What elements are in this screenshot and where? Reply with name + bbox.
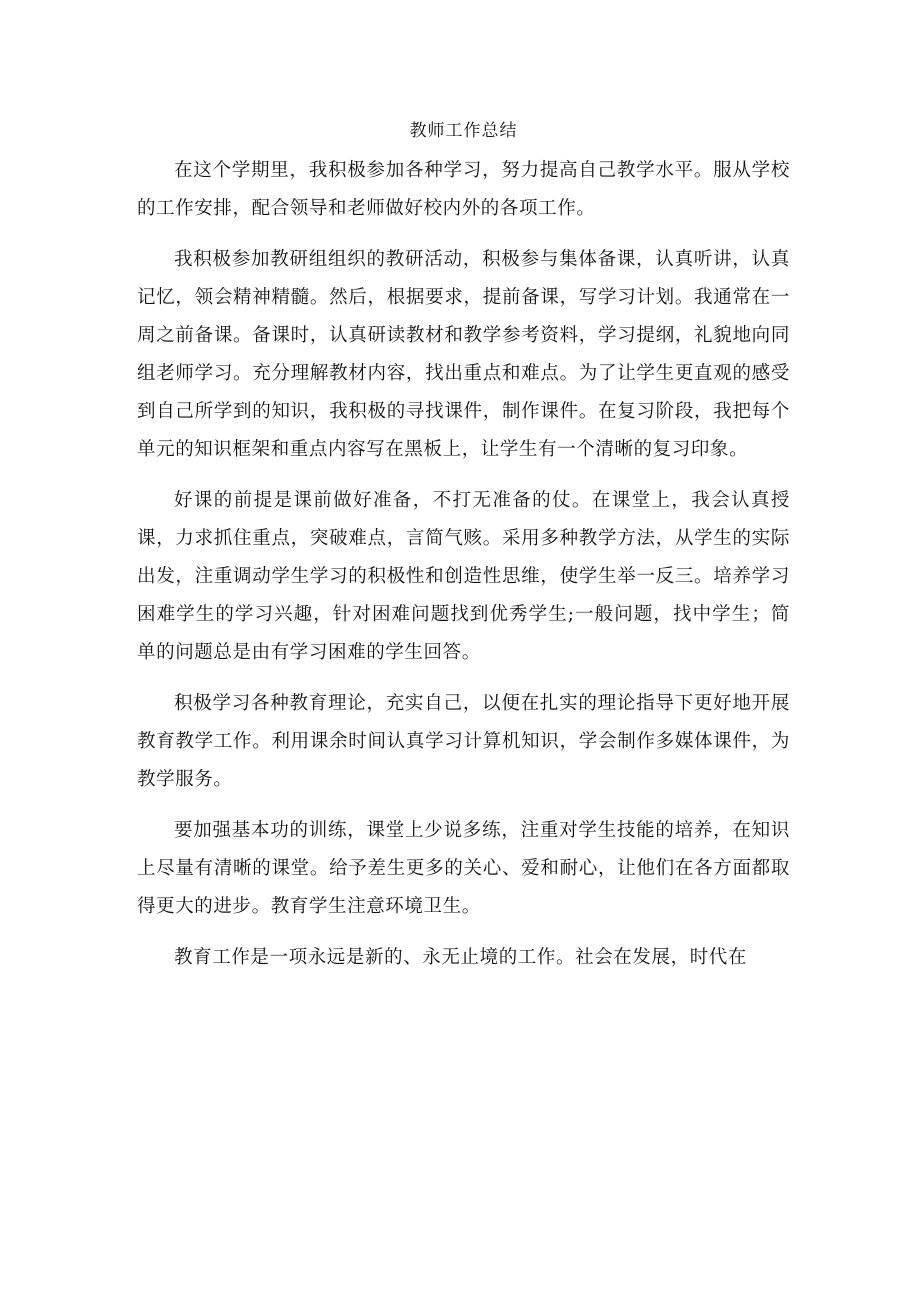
- paragraph-5: 要加强基本功的训练，课堂上少说多练，注重对学生技能的培养，在知识上尽量有清晰的课堂。给予差生更多的关心、爱和耐心，让他们在各方面都取得更大的进步。教育学生注意环境卫生。: [137, 820, 790, 917]
- paragraph-6: 教育工作是一项永远是新的、永无止境的工作。社会在发展，时代在: [174, 947, 748, 968]
- paragraph-1: 在这个学期里，我积极参加各种学习，努力提高自己教学水平。服从学校的工作安排，配合领导和老师做好校内外的各项工作。: [137, 160, 790, 219]
- paragraph-2: 我积极参加教研组组织的教研活动，积极参与集体备课，认真听讲，认真记忆，领会精神精髓。然后，根据要求，提前备课，写学习计划。我通常在一周之前备课。备课时，认真研读教材和教学参考资料，学习提纲，礼貌地向同组老师学习。充分理解教材内容，找出重点和难点。为了让学生更直观的感受到自己所学到的知识，我积极的寻找课件，制作课件。在复习阶段，我把每个单元的知识框架和重点内容写在黑板上，让学生有一个清晰的复习印象。: [137, 249, 790, 460]
- paragraph-4: 积极学习各种教育理论，充实自己，以便在扎实的理论指导下更好地开展教育教学工作。利用课余时间认真学习计算机知识，学会制作多媒体课件，为教学服务。: [137, 693, 790, 790]
- paragraph-3: 好课的前提是课前做好准备，不打无准备的仗。在课堂上，我会认真授课，力求抓住重点，突破难点，言简气赅。采用多种教学方法，从学生的实际出发，注重调动学生学习的积极性和创造性思维，使学生举一反三。培养学习困难学生的学习兴趣，针对困难问题找到优秀学生;一般问题，找中学生；简单的问题总是由有学习困难的学生回答。: [137, 490, 790, 663]
- document-title: 教师工作总结: [409, 121, 518, 141]
